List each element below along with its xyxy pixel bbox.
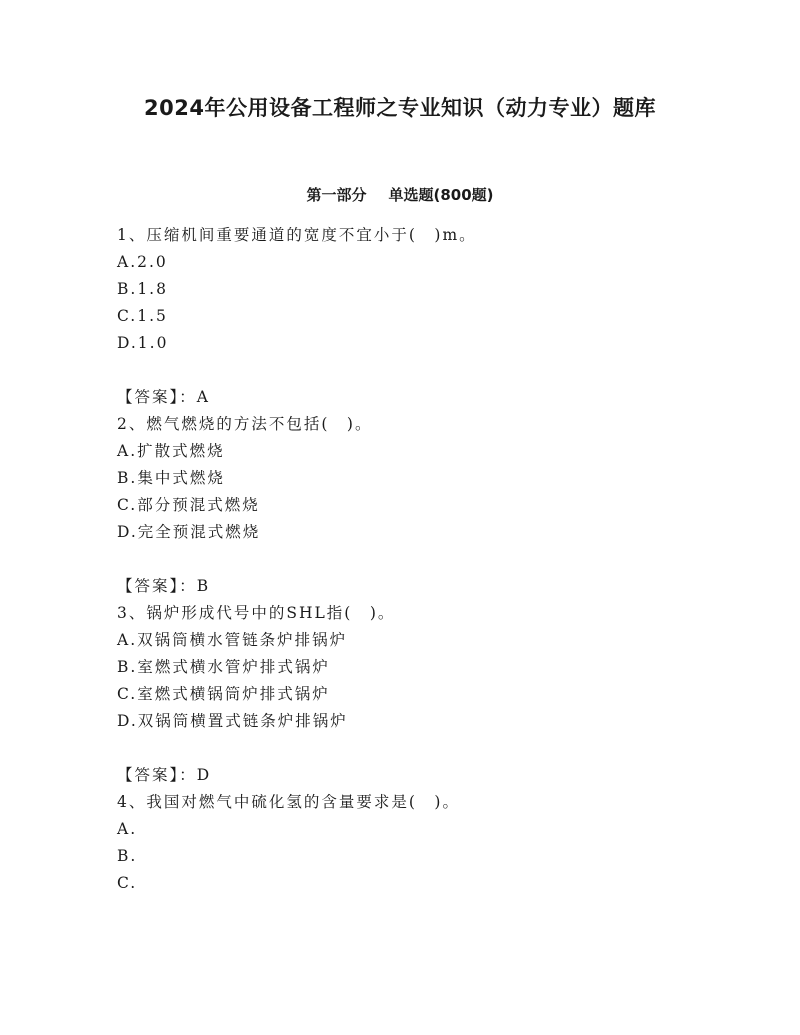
option-b: B.1.8 bbox=[117, 280, 168, 298]
answer-label: 【答案】：D bbox=[117, 766, 212, 784]
question-3 bbox=[117, 600, 737, 789]
option-a: A. bbox=[117, 820, 138, 838]
question-2 bbox=[117, 411, 737, 600]
option-c: C.部分预混式燃烧 bbox=[117, 496, 260, 514]
question-stem: 3、锅炉形成代号中的SHL指( )。 bbox=[117, 604, 396, 622]
question-stem: 1、压缩机间重要通道的宽度不宜小于( )m。 bbox=[117, 226, 477, 244]
option-c: C. bbox=[117, 874, 138, 892]
question-stem: 2、燃气燃烧的方法不包括( )。 bbox=[117, 415, 373, 433]
option-d: D.完全预混式燃烧 bbox=[117, 523, 261, 541]
option-a: A.2.0 bbox=[117, 253, 168, 271]
section-heading bbox=[0, 183, 800, 207]
option-c: C.1.5 bbox=[117, 307, 168, 325]
question-4 bbox=[117, 789, 737, 897]
option-d: D.双锅筒横置式链条炉排锅炉 bbox=[117, 712, 348, 730]
option-b: B. bbox=[117, 847, 138, 865]
question-stem: 4、我国对燃气中硫化氢的含量要求是( )。 bbox=[117, 793, 460, 811]
answer-label: 【答案】：A bbox=[117, 388, 210, 406]
option-c: C.室燃式横锅筒炉排式锅炉 bbox=[117, 685, 330, 703]
answer-label: 【答案】：B bbox=[117, 577, 211, 595]
section-heading-text: 单选题(800题) bbox=[388, 186, 494, 204]
section-part: 第一部分 bbox=[306, 186, 367, 204]
document-title: 2024年公用设备工程师之专业知识（动力专业）题库 bbox=[144, 96, 656, 120]
option-b: B.室燃式横水管炉排式锅炉 bbox=[117, 658, 330, 676]
question-1 bbox=[117, 222, 737, 411]
question-list bbox=[117, 222, 737, 897]
option-b: B.集中式燃烧 bbox=[117, 469, 225, 487]
option-a: A.双锅筒横水管链条炉排锅炉 bbox=[117, 631, 348, 649]
option-a: A.扩散式燃烧 bbox=[117, 442, 225, 460]
option-d: D.1.0 bbox=[117, 334, 169, 352]
